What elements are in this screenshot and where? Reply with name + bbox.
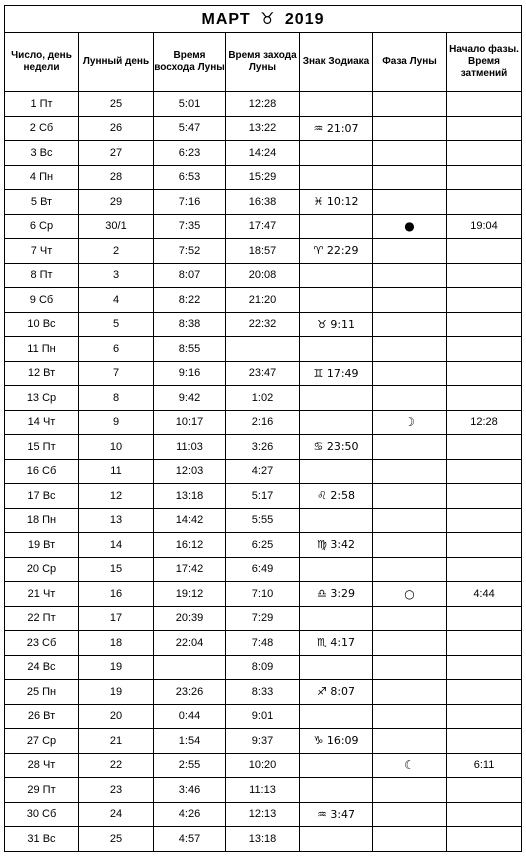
cell-date: 24 Вс bbox=[5, 655, 79, 680]
cell-moonrise: 11:03 bbox=[154, 435, 226, 460]
cell-phase bbox=[373, 141, 447, 166]
cell-phase: ● bbox=[373, 214, 447, 239]
cell-moonrise: 6:53 bbox=[154, 165, 226, 190]
cell-moonrise: 7:35 bbox=[154, 214, 226, 239]
cell-moonrise: 23:26 bbox=[154, 680, 226, 705]
cell-moonset: 9:37 bbox=[226, 729, 300, 754]
cell-phase bbox=[373, 435, 447, 460]
cell-lunar-day: 16 bbox=[79, 582, 154, 607]
cell-phase-start bbox=[447, 361, 522, 386]
cell-phase-start bbox=[447, 778, 522, 803]
cell-date: 3 Вс bbox=[5, 141, 79, 166]
cell-moonrise: 9:16 bbox=[154, 361, 226, 386]
table-row bbox=[5, 802, 522, 827]
cell-moonrise: 19:12 bbox=[154, 582, 226, 607]
table-body bbox=[5, 92, 522, 852]
cell-moonset: 15:29 bbox=[226, 165, 300, 190]
table-row bbox=[5, 312, 522, 337]
cell-phase bbox=[373, 312, 447, 337]
cell-zodiac: ♏ 4:17 bbox=[300, 631, 373, 656]
cell-date: 27 Ср bbox=[5, 729, 79, 754]
cell-phase-start bbox=[447, 435, 522, 460]
cell-date: 25 Пн bbox=[5, 680, 79, 705]
cell-date: 5 Вт bbox=[5, 190, 79, 215]
cell-moonrise: 10:17 bbox=[154, 410, 226, 435]
cell-zodiac bbox=[300, 165, 373, 190]
cell-lunar-day: 21 bbox=[79, 729, 154, 754]
cell-moonset: 5:17 bbox=[226, 484, 300, 509]
cell-phase bbox=[373, 631, 447, 656]
table-row bbox=[5, 459, 522, 484]
cell-date: 1 Пт bbox=[5, 92, 79, 117]
cell-date: 13 Ср bbox=[5, 386, 79, 411]
cell-phase: ○ bbox=[373, 582, 447, 607]
cell-zodiac bbox=[300, 459, 373, 484]
cell-phase-start bbox=[447, 606, 522, 631]
cell-date: 2 Сб bbox=[5, 116, 79, 141]
cell-moonrise: 12:03 bbox=[154, 459, 226, 484]
cell-date: 21 Чт bbox=[5, 582, 79, 607]
column-header-moonrise: Время восхода Луны bbox=[154, 33, 226, 92]
cell-phase-start bbox=[447, 484, 522, 509]
cell-phase-start bbox=[447, 802, 522, 827]
column-header-date: Число, день недели bbox=[5, 33, 79, 92]
cell-phase bbox=[373, 802, 447, 827]
cell-date: 28 Чт bbox=[5, 753, 79, 778]
cell-moonrise: 13:18 bbox=[154, 484, 226, 509]
cell-phase bbox=[373, 92, 447, 117]
table-row bbox=[5, 533, 522, 558]
cell-phase-start bbox=[447, 729, 522, 754]
cell-zodiac bbox=[300, 337, 373, 362]
cell-zodiac: ♎ 3:29 bbox=[300, 582, 373, 607]
cell-zodiac: ♑ 16:09 bbox=[300, 729, 373, 754]
cell-moonrise: 7:52 bbox=[154, 239, 226, 264]
cell-moonrise: 2:55 bbox=[154, 753, 226, 778]
cell-date: 30 Сб bbox=[5, 802, 79, 827]
table-row bbox=[5, 582, 522, 607]
cell-moonset: 1:02 bbox=[226, 386, 300, 411]
cell-zodiac bbox=[300, 508, 373, 533]
cell-phase bbox=[373, 165, 447, 190]
cell-phase bbox=[373, 704, 447, 729]
cell-phase-start bbox=[447, 508, 522, 533]
table-row bbox=[5, 484, 522, 509]
cell-moonset: 3:26 bbox=[226, 435, 300, 460]
cell-moonset: 20:08 bbox=[226, 263, 300, 288]
cell-phase-start bbox=[447, 704, 522, 729]
table-row bbox=[5, 141, 522, 166]
cell-date: 10 Вс bbox=[5, 312, 79, 337]
cell-zodiac bbox=[300, 827, 373, 852]
cell-zodiac bbox=[300, 410, 373, 435]
cell-moonrise: 1:54 bbox=[154, 729, 226, 754]
cell-lunar-day: 19 bbox=[79, 655, 154, 680]
column-header-phase: Фаза Луны bbox=[373, 33, 447, 92]
cell-phase bbox=[373, 116, 447, 141]
table-row bbox=[5, 631, 522, 656]
cell-date: 23 Сб bbox=[5, 631, 79, 656]
cell-moonset: 7:29 bbox=[226, 606, 300, 631]
cell-phase-start bbox=[447, 337, 522, 362]
table-row bbox=[5, 753, 522, 778]
cell-moonset: 6:25 bbox=[226, 533, 300, 558]
cell-phase-start bbox=[447, 239, 522, 264]
cell-zodiac: ♈ 22:29 bbox=[300, 239, 373, 264]
table-row bbox=[5, 827, 522, 852]
table-row bbox=[5, 508, 522, 533]
cell-moonrise: 17:42 bbox=[154, 557, 226, 582]
cell-moonset: 23:47 bbox=[226, 361, 300, 386]
table-row bbox=[5, 704, 522, 729]
cell-phase-start: 19:04 bbox=[447, 214, 522, 239]
cell-phase-start: 6:11 bbox=[447, 753, 522, 778]
cell-phase-start bbox=[447, 557, 522, 582]
cell-moonrise: 16:12 bbox=[154, 533, 226, 558]
table-row bbox=[5, 214, 522, 239]
column-header-zodiac: Знак Зодиака bbox=[300, 33, 373, 92]
cell-phase-start bbox=[447, 190, 522, 215]
cell-phase bbox=[373, 361, 447, 386]
cell-moonrise: 4:26 bbox=[154, 802, 226, 827]
cell-lunar-day: 25 bbox=[79, 827, 154, 852]
cell-zodiac bbox=[300, 557, 373, 582]
cell-moonrise: 4:57 bbox=[154, 827, 226, 852]
cell-lunar-day: 18 bbox=[79, 631, 154, 656]
cell-moonrise: 0:44 bbox=[154, 704, 226, 729]
cell-phase bbox=[373, 337, 447, 362]
cell-zodiac: ♒ 3:47 bbox=[300, 802, 373, 827]
header-row bbox=[5, 33, 522, 92]
cell-lunar-day: 29 bbox=[79, 190, 154, 215]
cell-phase-start bbox=[447, 827, 522, 852]
table-row bbox=[5, 557, 522, 582]
page-title bbox=[5, 6, 522, 33]
cell-moonset: 4:27 bbox=[226, 459, 300, 484]
table-row bbox=[5, 778, 522, 803]
cell-lunar-day: 22 bbox=[79, 753, 154, 778]
cell-moonset: 12:28 bbox=[226, 92, 300, 117]
cell-zodiac bbox=[300, 141, 373, 166]
cell-phase-start bbox=[447, 263, 522, 288]
cell-phase bbox=[373, 239, 447, 264]
cell-phase bbox=[373, 263, 447, 288]
cell-moonset: 7:10 bbox=[226, 582, 300, 607]
table-row bbox=[5, 655, 522, 680]
cell-moonset: 11:13 bbox=[226, 778, 300, 803]
cell-moonrise: 8:07 bbox=[154, 263, 226, 288]
cell-date: 7 Чт bbox=[5, 239, 79, 264]
cell-phase-start bbox=[447, 459, 522, 484]
cell-zodiac: ♌ 2:58 bbox=[300, 484, 373, 509]
cell-lunar-day: 17 bbox=[79, 606, 154, 631]
cell-lunar-day: 19 bbox=[79, 680, 154, 705]
cell-date: 20 Ср bbox=[5, 557, 79, 582]
cell-phase-start bbox=[447, 631, 522, 656]
cell-phase bbox=[373, 655, 447, 680]
cell-zodiac bbox=[300, 606, 373, 631]
cell-phase: ☽ bbox=[373, 410, 447, 435]
cell-date: 18 Пн bbox=[5, 508, 79, 533]
cell-phase bbox=[373, 827, 447, 852]
title-year: 2019 bbox=[284, 11, 325, 28]
cell-moonrise: 5:47 bbox=[154, 116, 226, 141]
cell-lunar-day: 13 bbox=[79, 508, 154, 533]
cell-zodiac: ♒ 21:07 bbox=[300, 116, 373, 141]
cell-phase-start bbox=[447, 680, 522, 705]
cell-moonrise: 6:23 bbox=[154, 141, 226, 166]
cell-lunar-day: 7 bbox=[79, 361, 154, 386]
cell-lunar-day: 4 bbox=[79, 288, 154, 313]
cell-zodiac: ♍ 3:42 bbox=[300, 533, 373, 558]
cell-moonrise: 8:55 bbox=[154, 337, 226, 362]
cell-zodiac: ♓ 10:12 bbox=[300, 190, 373, 215]
cell-lunar-day: 24 bbox=[79, 802, 154, 827]
cell-date: 11 Пн bbox=[5, 337, 79, 362]
cell-moonset: 12:13 bbox=[226, 802, 300, 827]
cell-date: 26 Вт bbox=[5, 704, 79, 729]
table-row bbox=[5, 190, 522, 215]
cell-moonrise bbox=[154, 655, 226, 680]
cell-lunar-day: 20 bbox=[79, 704, 154, 729]
cell-moonrise: 8:38 bbox=[154, 312, 226, 337]
cell-lunar-day: 10 bbox=[79, 435, 154, 460]
cell-moonset: 10:20 bbox=[226, 753, 300, 778]
cell-moonset: 8:33 bbox=[226, 680, 300, 705]
cell-phase-start: 4:44 bbox=[447, 582, 522, 607]
cell-phase bbox=[373, 557, 447, 582]
cell-phase bbox=[373, 778, 447, 803]
column-header-lunar-day: Лунный день bbox=[79, 33, 154, 92]
cell-phase bbox=[373, 680, 447, 705]
cell-moonset: 6:49 bbox=[226, 557, 300, 582]
cell-lunar-day: 6 bbox=[79, 337, 154, 362]
table-row bbox=[5, 288, 522, 313]
cell-moonset: 8:09 bbox=[226, 655, 300, 680]
table-row bbox=[5, 92, 522, 117]
cell-moonset bbox=[226, 337, 300, 362]
cell-phase-start: 12:28 bbox=[447, 410, 522, 435]
cell-zodiac: ♋ 23:50 bbox=[300, 435, 373, 460]
cell-date: 15 Пт bbox=[5, 435, 79, 460]
table-row bbox=[5, 680, 522, 705]
table-row bbox=[5, 337, 522, 362]
cell-zodiac: ♉ 9:11 bbox=[300, 312, 373, 337]
cell-zodiac bbox=[300, 288, 373, 313]
cell-moonrise: 8:22 bbox=[154, 288, 226, 313]
cell-date: 6 Ср bbox=[5, 214, 79, 239]
table-row bbox=[5, 410, 522, 435]
cell-lunar-day: 12 bbox=[79, 484, 154, 509]
cell-phase bbox=[373, 508, 447, 533]
cell-moonset: 17:47 bbox=[226, 214, 300, 239]
cell-moonset: 2:16 bbox=[226, 410, 300, 435]
cell-phase bbox=[373, 459, 447, 484]
cell-lunar-day: 14 bbox=[79, 533, 154, 558]
cell-moonset: 7:48 bbox=[226, 631, 300, 656]
cell-moonrise: 5:01 bbox=[154, 92, 226, 117]
cell-phase-start bbox=[447, 92, 522, 117]
cell-zodiac bbox=[300, 753, 373, 778]
cell-moonrise: 7:16 bbox=[154, 190, 226, 215]
cell-moonset: 13:18 bbox=[226, 827, 300, 852]
cell-date: 4 Пн bbox=[5, 165, 79, 190]
cell-lunar-day: 2 bbox=[79, 239, 154, 264]
table-row bbox=[5, 239, 522, 264]
cell-zodiac bbox=[300, 655, 373, 680]
cell-moonset: 18:57 bbox=[226, 239, 300, 264]
table-row bbox=[5, 165, 522, 190]
cell-moonset: 5:55 bbox=[226, 508, 300, 533]
cell-date: 16 Сб bbox=[5, 459, 79, 484]
taurus-icon: ♉ bbox=[260, 9, 276, 28]
cell-date: 17 Вс bbox=[5, 484, 79, 509]
cell-phase bbox=[373, 386, 447, 411]
cell-zodiac bbox=[300, 263, 373, 288]
cell-lunar-day: 26 bbox=[79, 116, 154, 141]
cell-phase bbox=[373, 533, 447, 558]
cell-phase bbox=[373, 484, 447, 509]
cell-date: 29 Пт bbox=[5, 778, 79, 803]
cell-zodiac bbox=[300, 214, 373, 239]
cell-zodiac: ♐ 8:07 bbox=[300, 680, 373, 705]
cell-phase bbox=[373, 190, 447, 215]
cell-date: 22 Пт bbox=[5, 606, 79, 631]
cell-date: 14 Чт bbox=[5, 410, 79, 435]
cell-lunar-day: 3 bbox=[79, 263, 154, 288]
title-month: МАРТ bbox=[201, 11, 251, 28]
cell-phase bbox=[373, 288, 447, 313]
cell-phase-start bbox=[447, 116, 522, 141]
cell-lunar-day: 23 bbox=[79, 778, 154, 803]
column-header-moonset: Время захода Луны bbox=[226, 33, 300, 92]
table-row bbox=[5, 116, 522, 141]
cell-lunar-day: 9 bbox=[79, 410, 154, 435]
cell-phase-start bbox=[447, 386, 522, 411]
lunar-calendar-table bbox=[4, 5, 522, 852]
lunar-calendar bbox=[4, 5, 521, 852]
cell-moonrise: 9:42 bbox=[154, 386, 226, 411]
cell-moonrise: 14:42 bbox=[154, 508, 226, 533]
cell-moonset: 16:38 bbox=[226, 190, 300, 215]
cell-lunar-day: 5 bbox=[79, 312, 154, 337]
cell-moonrise: 22:04 bbox=[154, 631, 226, 656]
cell-moonset: 22:32 bbox=[226, 312, 300, 337]
cell-date: 9 Сб bbox=[5, 288, 79, 313]
cell-lunar-day: 30/1 bbox=[79, 214, 154, 239]
table-row bbox=[5, 263, 522, 288]
table-row bbox=[5, 361, 522, 386]
cell-lunar-day: 25 bbox=[79, 92, 154, 117]
cell-zodiac bbox=[300, 778, 373, 803]
cell-phase bbox=[373, 729, 447, 754]
cell-lunar-day: 27 bbox=[79, 141, 154, 166]
cell-date: 31 Вс bbox=[5, 827, 79, 852]
table-row bbox=[5, 386, 522, 411]
cell-moonrise: 3:46 bbox=[154, 778, 226, 803]
cell-lunar-day: 15 bbox=[79, 557, 154, 582]
cell-phase-start bbox=[447, 141, 522, 166]
cell-zodiac bbox=[300, 704, 373, 729]
cell-phase-start bbox=[447, 655, 522, 680]
cell-phase bbox=[373, 606, 447, 631]
cell-date: 12 Вт bbox=[5, 361, 79, 386]
cell-date: 19 Вт bbox=[5, 533, 79, 558]
cell-lunar-day: 8 bbox=[79, 386, 154, 411]
cell-phase: ☾ bbox=[373, 753, 447, 778]
cell-moonset: 9:01 bbox=[226, 704, 300, 729]
table-row bbox=[5, 606, 522, 631]
cell-moonset: 14:24 bbox=[226, 141, 300, 166]
column-header-phase-start: Начало фазы. Время затмений bbox=[447, 33, 522, 92]
cell-zodiac: ♊ 17:49 bbox=[300, 361, 373, 386]
cell-phase-start bbox=[447, 533, 522, 558]
cell-lunar-day: 28 bbox=[79, 165, 154, 190]
cell-lunar-day: 11 bbox=[79, 459, 154, 484]
cell-zodiac bbox=[300, 386, 373, 411]
cell-moonset: 21:20 bbox=[226, 288, 300, 313]
cell-moonrise: 20:39 bbox=[154, 606, 226, 631]
table-row bbox=[5, 729, 522, 754]
cell-phase-start bbox=[447, 288, 522, 313]
table-row bbox=[5, 435, 522, 460]
cell-phase-start bbox=[447, 165, 522, 190]
cell-moonset: 13:22 bbox=[226, 116, 300, 141]
cell-zodiac bbox=[300, 92, 373, 117]
cell-date: 8 Пт bbox=[5, 263, 79, 288]
cell-phase-start bbox=[447, 312, 522, 337]
